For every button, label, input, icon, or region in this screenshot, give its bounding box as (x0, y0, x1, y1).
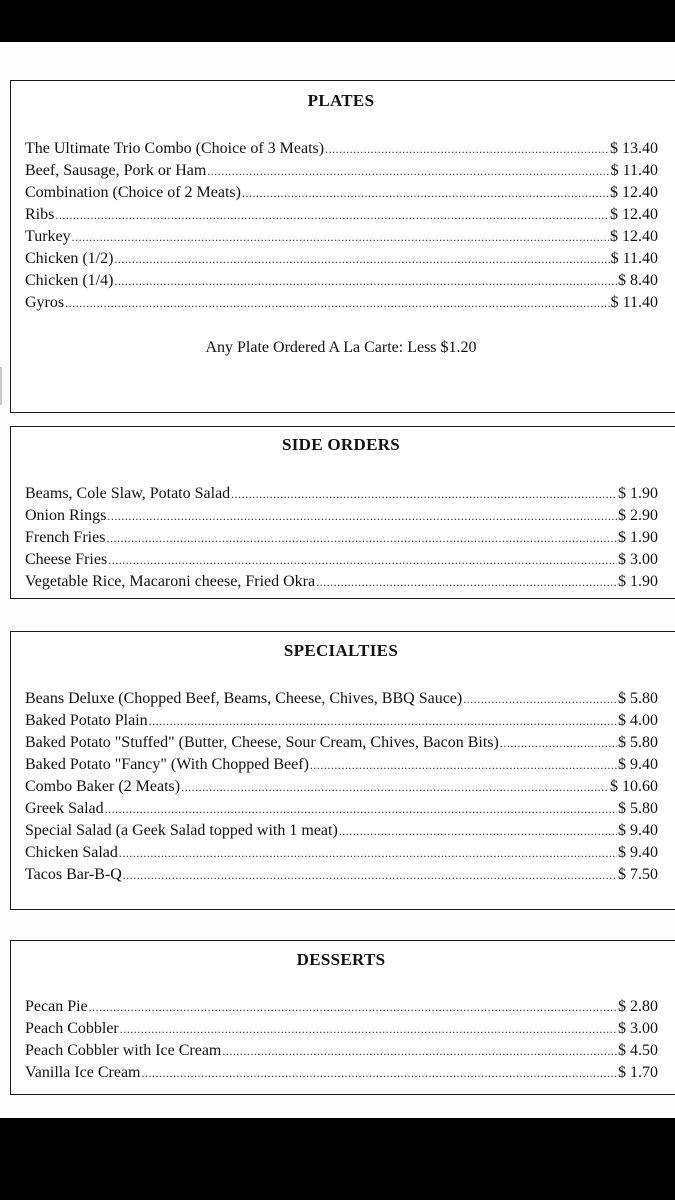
menu-item (25, 505, 658, 527)
side-orders-heading: SIDE ORDERS (281, 435, 401, 454)
menu-item (25, 270, 658, 292)
item-name: Baked Potato "Stuffed" (Butter, Cheese, Sour Cream, Chives, Bacon Bits) (25, 734, 499, 751)
dot-leader (104, 798, 617, 820)
item-price: $ 2.90 (618, 507, 658, 524)
item-price: $ 12.40 (610, 184, 658, 201)
dot-leader (119, 1018, 617, 1040)
dot-leader (230, 483, 617, 505)
item-price: $ 9.40 (618, 756, 658, 773)
dot-leader (71, 226, 609, 248)
dot-leader (54, 204, 609, 226)
menu-item (25, 549, 658, 571)
item-price: $ 4.00 (618, 712, 658, 729)
a-la-carte-note: Any Plate Ordered A La Carte: Less $1.20 (205, 339, 477, 356)
item-name: Baked Potato "Fancy" (With Chopped Beef) (25, 756, 309, 773)
dot-leader (148, 710, 617, 732)
menu-item (25, 571, 658, 593)
top-black-bar (0, 0, 675, 42)
desserts-heading: DESSERTS (296, 950, 386, 969)
dot-leader (141, 1062, 618, 1084)
item-name: Turkey (25, 228, 71, 245)
dot-leader (88, 996, 617, 1018)
dot-leader (118, 842, 617, 864)
menu-item (25, 710, 658, 732)
item-price: $ 1.90 (618, 573, 658, 590)
menu-item (25, 1040, 658, 1062)
dot-leader (107, 549, 617, 571)
dot-leader (315, 571, 617, 593)
dot-leader (221, 1040, 617, 1062)
menu-item (25, 292, 658, 314)
item-name: Vegetable Rice, Macaroni cheese, Fried Okra (25, 573, 316, 590)
item-price: $ 7.50 (618, 866, 658, 883)
menu-item (25, 160, 658, 182)
menu-item (25, 754, 658, 776)
dot-leader (499, 732, 617, 754)
item-price: $ 13.40 (610, 140, 658, 157)
menu-item (25, 732, 658, 754)
item-name: Beans Deluxe (Chopped Beef, Beams, Cheese, Chives, BBQ Sauce) (25, 690, 463, 707)
item-name: Tacos Bar-B-Q (25, 866, 122, 883)
item-name: Peach Cobbler with Ice Cream (25, 1042, 222, 1059)
item-price: $ 1.90 (618, 529, 658, 546)
menu-item (25, 182, 658, 204)
item-name: The Ultimate Trio Combo (Choice of 3 Meats) (25, 140, 325, 157)
item-price: $ 3.00 (618, 551, 658, 568)
menu-item (25, 204, 658, 226)
item-price: $ 10.60 (610, 778, 658, 795)
item-price: $ 3.00 (618, 1020, 658, 1037)
item-name: Greek Salad (25, 800, 104, 817)
item-price: $ 12.40 (610, 206, 658, 223)
menu-item (25, 226, 658, 248)
item-price: $ 5.80 (618, 734, 658, 751)
dot-leader (462, 688, 617, 710)
item-price: $ 2.80 (618, 998, 658, 1015)
item-name: Vanilla Ice Cream (25, 1064, 141, 1081)
item-price: $ 12.40 (610, 228, 658, 245)
dot-leader (241, 182, 609, 204)
item-name: Ribs (25, 206, 55, 223)
item-name: Cheese Fries (25, 551, 108, 568)
dot-leader (338, 820, 617, 842)
item-name: Peach Cobbler (25, 1020, 119, 1037)
item-name: Baked Potato Plain (25, 712, 148, 729)
dot-leader (122, 864, 617, 886)
menu-item (25, 996, 658, 1018)
dot-leader (113, 248, 609, 270)
item-price: $ 8.40 (618, 272, 658, 289)
menu-item (25, 1062, 658, 1084)
specialties-section (10, 631, 675, 910)
item-price: $ 11.40 (610, 250, 658, 267)
menu-item (25, 527, 658, 549)
desserts-section (10, 940, 675, 1095)
item-name: Pecan Pie (25, 998, 88, 1015)
item-name: French Fries (25, 529, 106, 546)
plates-heading: PLATES (307, 91, 375, 110)
item-name: Beef, Sausage, Pork or Ham (25, 162, 207, 179)
bottom-black-bar (0, 1118, 675, 1200)
menu-item (25, 842, 658, 864)
item-name: Combination (Choice of 2 Meats) (25, 184, 241, 201)
item-name: Gyros (25, 294, 65, 311)
dot-leader (324, 138, 609, 160)
side-orders-list (25, 483, 658, 593)
menu-item (25, 1018, 658, 1040)
page-edge-mark (0, 367, 2, 405)
plates-section (10, 80, 675, 413)
desserts-list (25, 996, 658, 1084)
item-name: Combo Baker (2 Meats) (25, 778, 181, 795)
menu-item (25, 138, 658, 160)
item-price: $ 1.90 (618, 485, 658, 502)
dot-leader (206, 160, 609, 182)
specialties-list (25, 688, 658, 886)
item-price: $ 4.50 (618, 1042, 658, 1059)
menu-item (25, 820, 658, 842)
dot-leader (113, 270, 617, 292)
menu-item (25, 248, 658, 270)
item-price: $ 1.70 (618, 1064, 658, 1081)
item-name: Beams, Cole Slaw, Potato Salad (25, 485, 231, 502)
dot-leader (180, 776, 609, 798)
dot-leader (64, 292, 609, 314)
menu-item (25, 688, 658, 710)
item-price: $ 11.40 (610, 294, 658, 311)
item-name: Onion Rings (25, 507, 107, 524)
dot-leader (106, 505, 617, 527)
item-price: $ 5.80 (618, 690, 658, 707)
item-price: $ 11.40 (610, 162, 658, 179)
menu-item (25, 864, 658, 886)
dot-leader (309, 754, 617, 776)
plates-list (25, 138, 658, 314)
item-price: $ 9.40 (618, 844, 658, 861)
item-name: Chicken Salad (25, 844, 118, 861)
side-orders-section (10, 426, 675, 599)
item-name: Chicken (1/2) (25, 250, 114, 267)
menu-item (25, 798, 658, 820)
item-price: $ 5.80 (618, 800, 658, 817)
item-price: $ 9.40 (618, 822, 658, 839)
menu-item (25, 776, 658, 798)
dot-leader (105, 527, 617, 549)
menu-item (25, 483, 658, 505)
specialties-heading: SPECIALTIES (283, 641, 399, 660)
item-name: Special Salad (a Geek Salad topped with 1 meat) (25, 822, 338, 839)
item-name: Chicken (1/4) (25, 272, 114, 289)
menu-page (0, 42, 675, 1118)
